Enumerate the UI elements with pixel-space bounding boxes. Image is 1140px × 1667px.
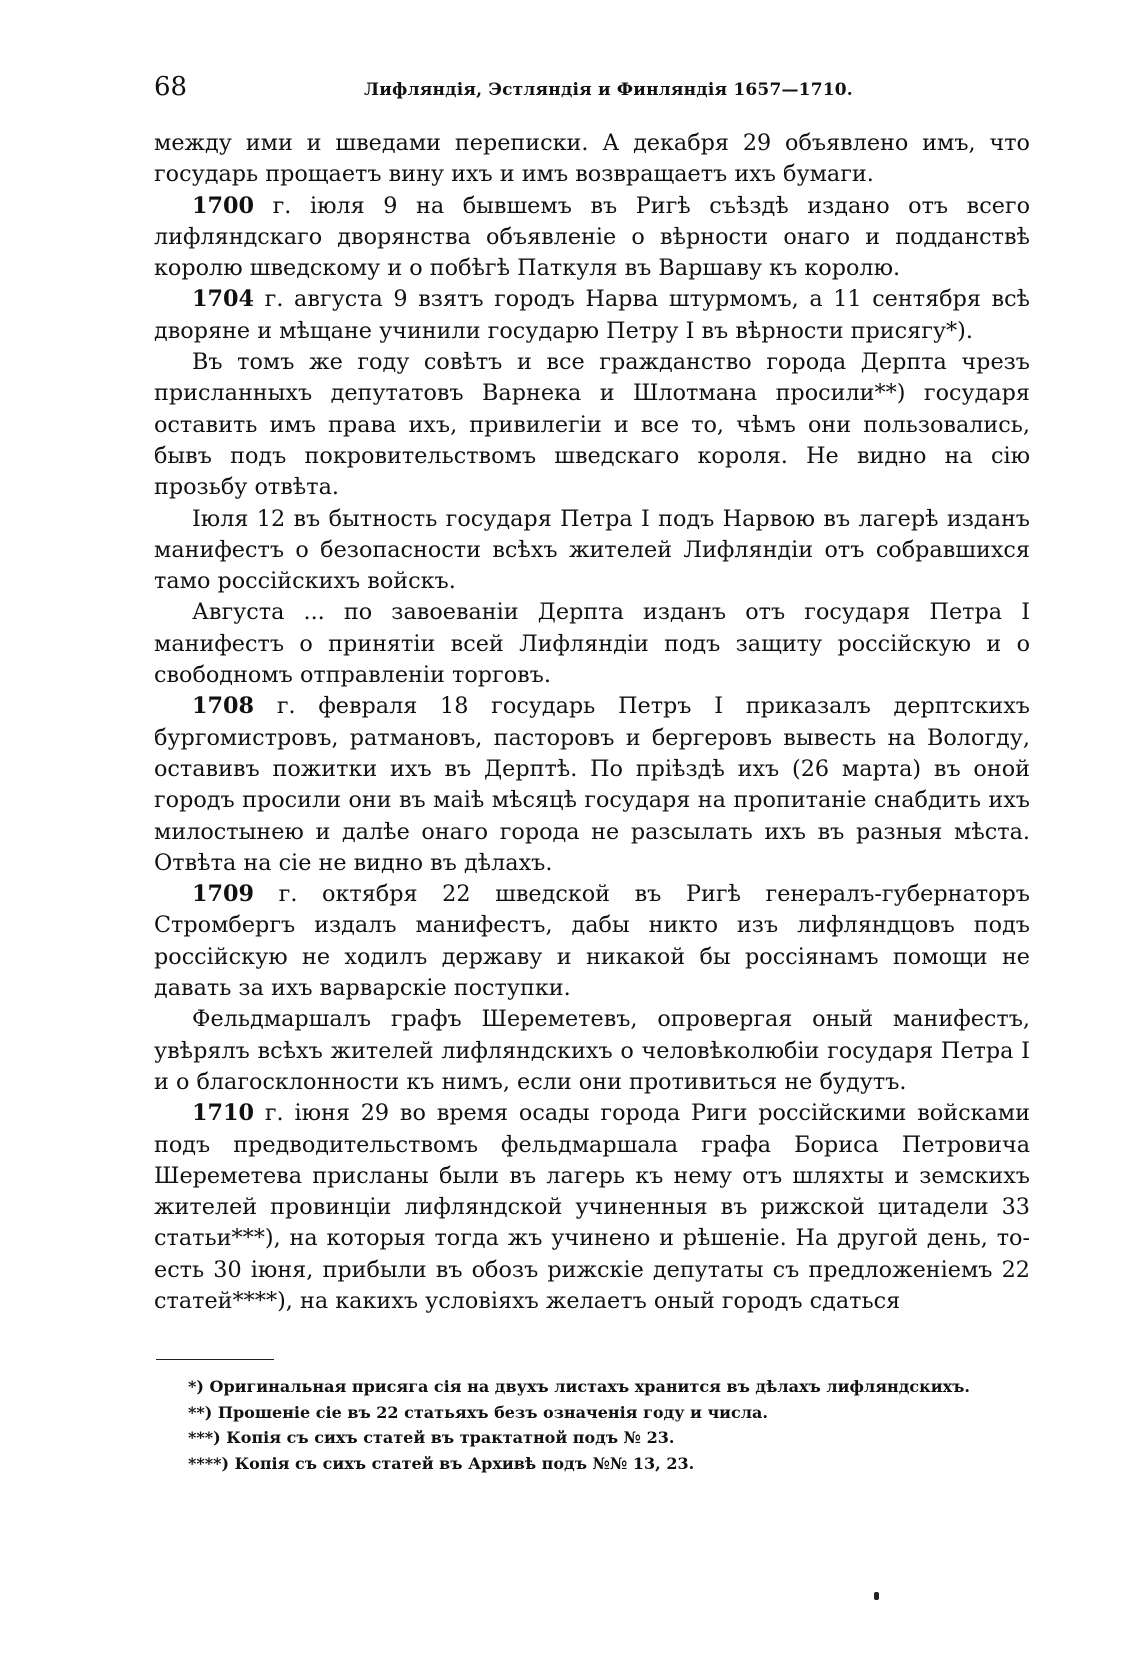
scan-speck <box>874 1592 879 1600</box>
paragraph <box>154 284 1030 347</box>
paragraph-text: г. октября 22 шведской въ Ригѣ генералъ-губернаторъ Стромбергъ издалъ манифестъ, дабы никто изъ лифляндцовъ подъ россійскую не ходилъ державу и никакой бы россіянамъ помощи не давать за ихъ варварскіе поступки. <box>154 881 1030 1002</box>
footnote: ****) Копія съ сихъ статей въ Архивѣ подъ №№ 13, 23. <box>188 1453 695 1473</box>
paragraph-text: г. августа 9 взятъ городъ Нарва штурмомъ, а 11 сентября всѣ дворяне и мѣщане учинили государю Петру I въ вѣрности присягу*). <box>154 286 1030 344</box>
footnote: ***) Копія съ сихъ статей въ трактатной подъ № 23. <box>188 1428 675 1448</box>
page-header <box>154 72 1030 112</box>
paragraph <box>154 1004 1030 1098</box>
body-text <box>154 128 1030 1317</box>
paragraph <box>154 597 1030 691</box>
paragraph <box>154 504 1030 598</box>
footnote-divider <box>156 1359 274 1360</box>
paragraph-text: Августа ... по завоеваніи Дерпта изданъ отъ государя Петра I манифестъ о принятіи всей Лифляндіи подъ защиту россійскую и о свободномъ отправленіи торговъ. <box>154 599 1030 689</box>
paragraph-text: Фельдмаршалъ графъ Шереметевъ, опровергая оный манифестъ, увѣрялъ всѣхъ жителей лифляндскихъ о человѣколюбіи государя Петра I и о благосклонности къ нимъ, если они противиться не будутъ. <box>154 1006 1030 1095</box>
footnote: *) Оригинальная присяга сія на двухъ листахъ хранится въ дѣлахъ лифляндскихъ. <box>188 1377 970 1397</box>
paragraph-text: Іюля 12 въ бытность государя Петра I подъ Нарвою въ лагерѣ изданъ манифестъ о безопасности всѣхъ жителей Лифляндіи отъ собравшихся тамо россійскихъ войскъ. <box>154 505 1030 595</box>
paragraph-year: 1708 <box>192 693 255 720</box>
paragraph-text: г. февраля 18 государь Петръ I приказалъ дерптскихъ бургомистровъ, ратмановъ, пасторовъ и бергеровъ вывесть на Вологду, оставивъ пожитки ихъ въ Дерптѣ. По пріѣздѣ ихъ (26 марта) въ оной городъ просили они въ маіѣ мѣсяцѣ государя на пропитаніе снабдить ихъ милостынею и далѣе онаго города не разсылать ихъ въ разныя мѣста. Отвѣта на сіе не видно въ дѣлахъ. <box>154 693 1030 876</box>
paragraph <box>154 1098 1030 1317</box>
running-title: Лифляндія, Эстляндія и Финляндія 1657—1710. <box>364 80 853 100</box>
footnote: **) Прошеніе сіе въ 22 статьяхъ безъ означенія году и числа. <box>188 1402 768 1422</box>
paragraph-text: г. іюня 29 во время осады города Риги россійскими войсками подъ предводительствомъ фельдмаршала графа Бориса Петровича Шереметева присланы были въ лагерь къ нему отъ шляхты и земскихъ жителей провинціи лифляндской учиненныя въ рижской цитадели 33 статьи***), на которыя тогда жъ учинено и рѣшеніе. На другой день, то-есть 30 іюня, прибыли въ обозъ рижскіе депутаты съ предложеніемъ 22 статей****), на какихъ условіяхъ желаетъ оный городъ сдаться <box>154 1100 1030 1314</box>
paragraph-year: 1700 <box>192 192 255 219</box>
paragraph-year: 1710 <box>192 1100 255 1127</box>
paragraph <box>154 879 1030 1004</box>
paragraph-text: Въ томъ же году совѣтъ и все гражданство города Дерпта чрезъ присланныхъ депутатовъ Варнека и Шлотмана просили**) государя оставить имъ права ихъ, привилегіи и все то, чѣмъ они пользовались, бывъ подъ покровительствомъ шведскаго короля. Не видно на сію прозьбу отвѣта. <box>154 349 1030 501</box>
paragraph <box>154 191 1030 285</box>
paragraph <box>154 347 1030 503</box>
paragraph-year: 1709 <box>192 881 255 908</box>
book-page <box>154 72 1030 1476</box>
footnotes <box>154 1374 1030 1476</box>
paragraph <box>154 128 1030 191</box>
paragraph <box>154 691 1030 879</box>
paragraph-text: г. іюля 9 на бывшемъ въ Ригѣ съѣздѣ издано отъ всего лифляндскаго дворянства объявленіе о вѣрности онаго и подданствѣ королю шведскому и о побѣгѣ Паткуля въ Варшаву къ королю. <box>154 192 1031 282</box>
page-number: 68 <box>154 72 188 102</box>
paragraph-text: между ими и шведами переписки. А декабря 29 объявлено имъ, что государь прощаетъ вину ихъ и имъ возвращаетъ ихъ бумаги. <box>154 130 1030 188</box>
paragraph-year: 1704 <box>192 286 255 313</box>
